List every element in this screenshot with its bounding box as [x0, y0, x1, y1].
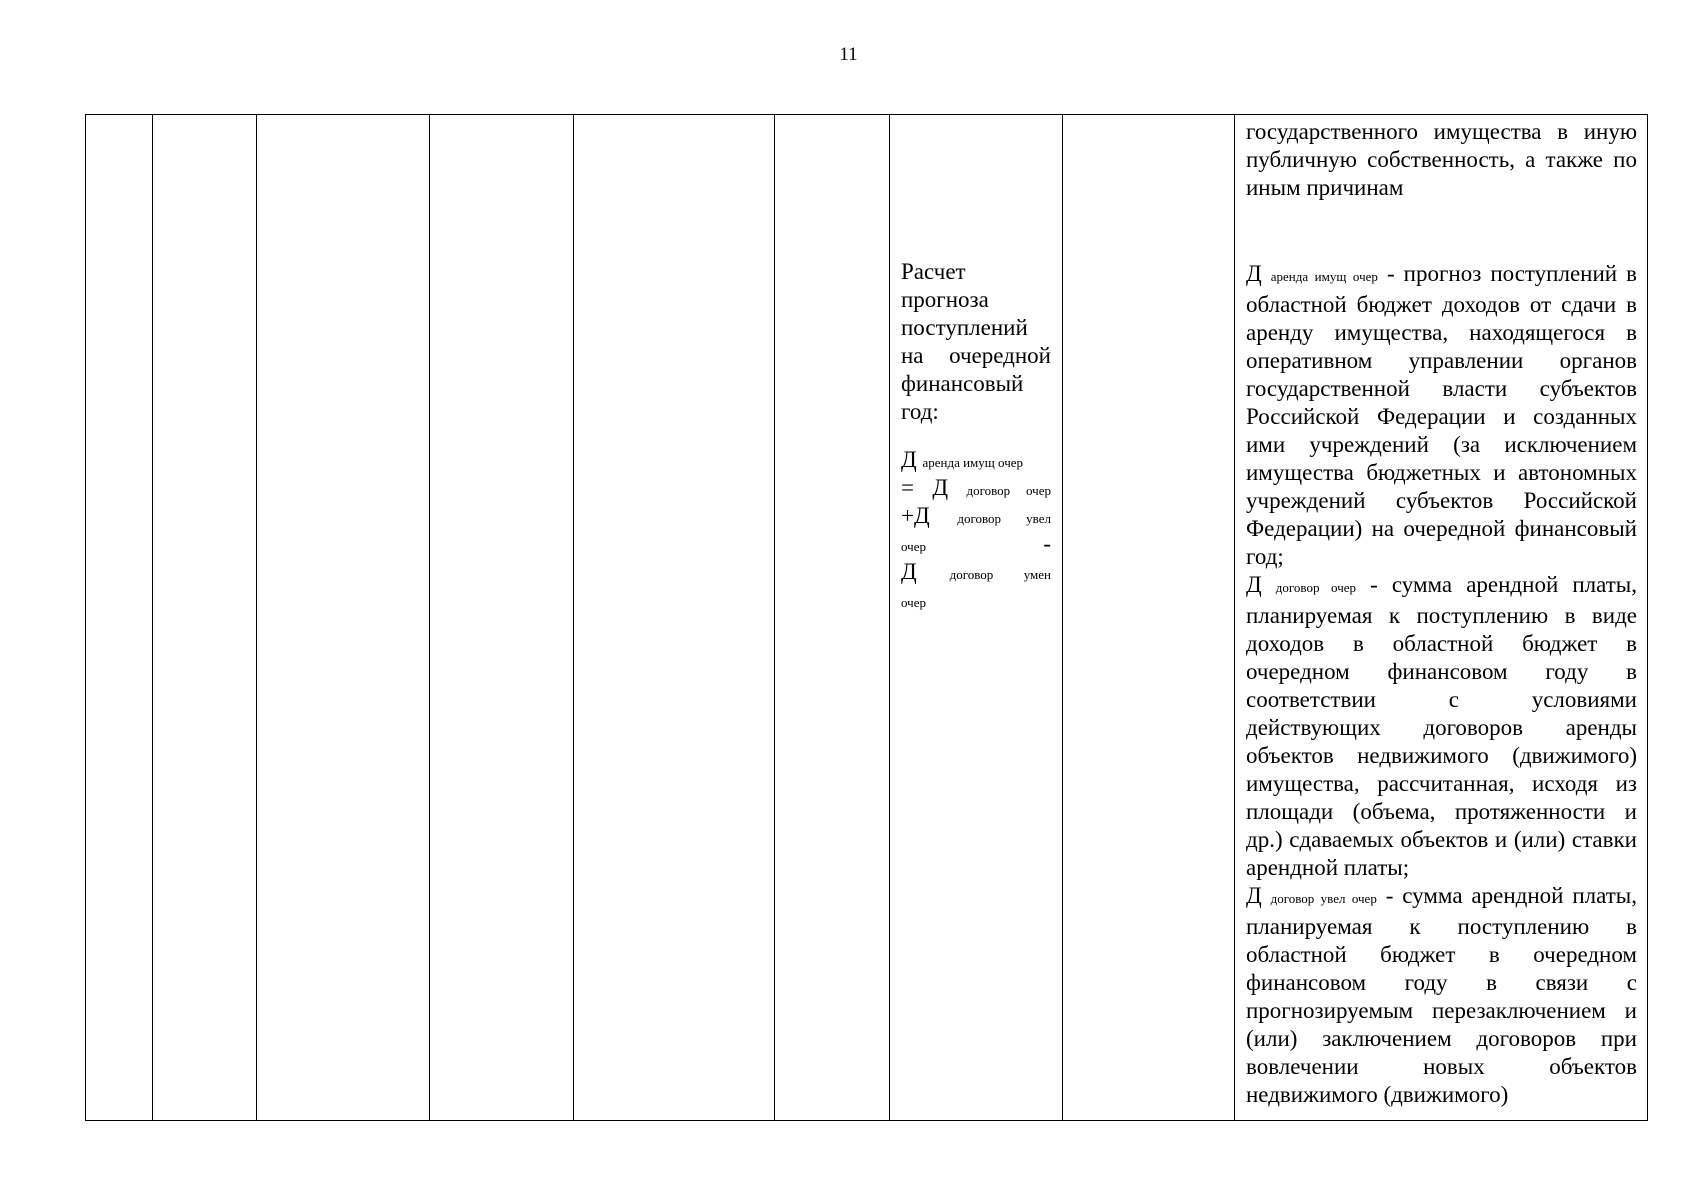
definition-term: Д: [1246, 883, 1262, 908]
definition-subscript: аренда имущ очер: [1270, 269, 1378, 284]
formula-line: +Д договор увел: [901, 503, 1051, 528]
description-cell: [1246, 118, 1637, 1120]
continued-text: государственного имущества в иную публичную собственность, а также по иным причинам: [1246, 119, 1637, 200]
column-divider: [429, 115, 430, 1120]
definition-text: - сумма арендной платы, планируемая к поступлению в виде доходов в областной бюджет в очередном финансовом году в соответствии с условиями действующих договоров аренды объектов недвижимого (движимого) имущества, рассчитанная, исходя из площади (объема, протяженности и др.) сдаваемых объектов и (или) ставки арендной платы;: [1246, 572, 1637, 880]
method-heading: Расчет прогноза поступлений на очередной финансовый год:: [901, 259, 1051, 424]
formula-line: Д договор умен: [901, 559, 1051, 584]
definition-item: [1246, 260, 1637, 571]
definition-text: - сумма арендной платы, планируемая к поступлению в областной бюджет в очередном финансовом году в связи с прогнозируемым перезаключением и (или) заключением договоров при вовлечении новых объектов недвижимого (движимого): [1246, 883, 1637, 1107]
column-divider: [1062, 115, 1063, 1120]
column-divider: [152, 115, 153, 1120]
column-divider: [774, 115, 775, 1120]
definition-text: - прогноз поступлений в областной бюджет доходов от сдачи в аренду имущества, находящегося в оперативном управлении органов государственной власти субъектов Российской Федерации и созданных ими учреждений (за исключением имущества бюджетных и автономных учреждений субъектов Российской Федерации) на очередной финансовый год;: [1246, 261, 1637, 569]
column-divider: [889, 115, 890, 1120]
formula: [901, 446, 1051, 614]
formula-line: очер -: [901, 531, 1051, 556]
definition-term: Д: [1246, 261, 1262, 286]
definition-item: [1246, 571, 1637, 882]
formula-line: Д аренда имущ очер: [901, 447, 1023, 472]
method-cell: [901, 258, 1051, 614]
formula-line: = Д договор очер: [901, 475, 1051, 500]
page-number: 11: [839, 44, 858, 65]
column-divider: [256, 115, 257, 1120]
column-divider: [1234, 115, 1235, 1120]
definition-item: [1246, 882, 1637, 1109]
definition-term: Д: [1246, 572, 1262, 597]
formula-line: очер: [901, 595, 926, 610]
definition-subscript: договор очер: [1275, 580, 1357, 595]
budget-table: [85, 114, 1648, 1121]
column-divider: [573, 115, 574, 1120]
definition-subscript: договор увел очер: [1270, 891, 1377, 906]
